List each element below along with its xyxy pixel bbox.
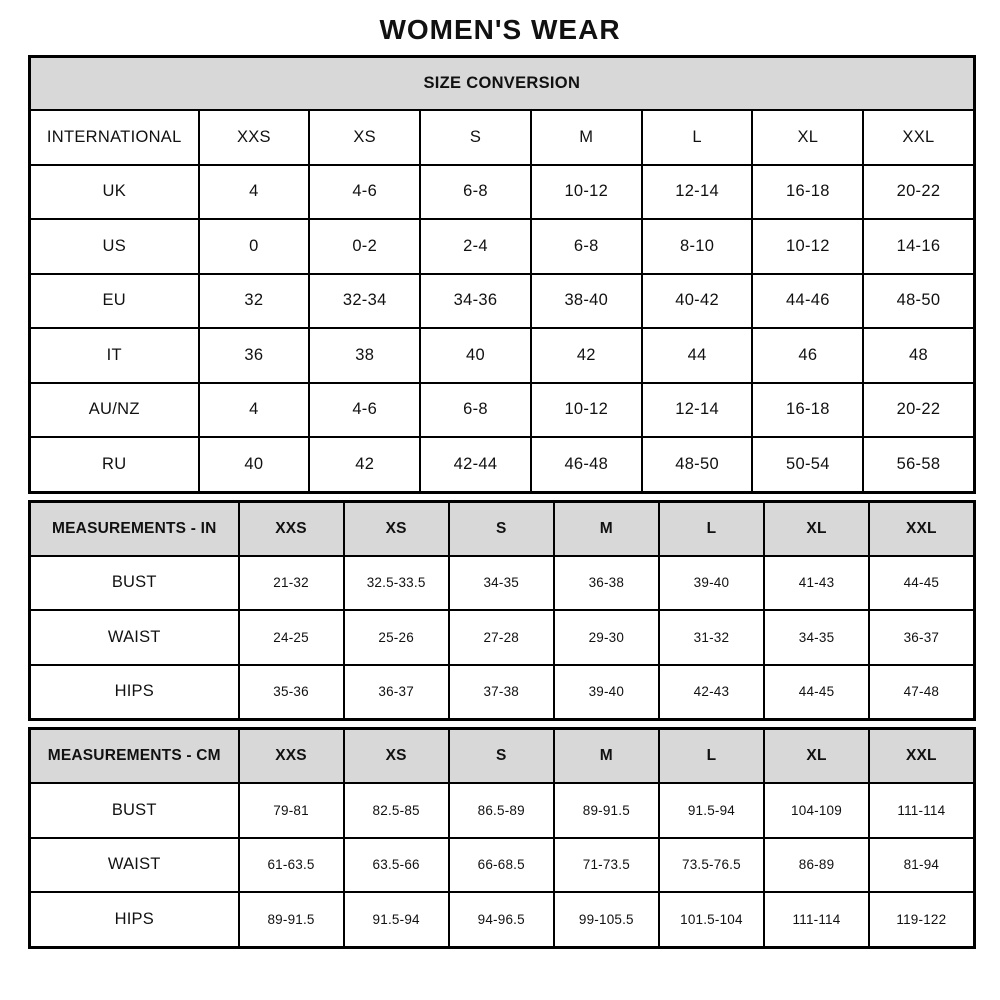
size-cell: 10-12: [531, 383, 642, 438]
column-header-xxs: XXS: [199, 110, 310, 165]
size-header-xs: XS: [344, 501, 449, 556]
size-cell: 6-8: [531, 219, 642, 274]
size-cell: 6-8: [420, 165, 531, 220]
measure-cell: 39-40: [554, 665, 659, 720]
measurements-in-table: [28, 500, 976, 722]
size-header-xl: XL: [764, 729, 869, 784]
size-cell: 6-8: [420, 383, 531, 438]
size-cell: 32: [199, 274, 310, 329]
size-cell: 12-14: [642, 165, 753, 220]
measure-cell: 86.5-89: [449, 783, 554, 838]
measure-cell: 66-68.5: [449, 838, 554, 893]
size-header-xxl: XXL: [869, 729, 974, 784]
size-cell: 4: [199, 383, 310, 438]
column-header-s: S: [420, 110, 531, 165]
row-label-hips: HIPS: [30, 665, 239, 720]
size-cell: 48-50: [863, 274, 974, 329]
measure-cell: 81-94: [869, 838, 974, 893]
size-header-xxs: XXS: [239, 729, 344, 784]
table-title-row: [30, 57, 975, 111]
size-cell: 4: [199, 165, 310, 220]
size-header-s: S: [449, 501, 554, 556]
table-row-it: [30, 328, 975, 383]
measure-cell: 41-43: [764, 556, 869, 611]
size-cell: 42: [531, 328, 642, 383]
measure-cell: 29-30: [554, 610, 659, 665]
measure-cell: 37-38: [449, 665, 554, 720]
measure-cell: 82.5-85: [344, 783, 449, 838]
table-row-waist: [30, 838, 975, 893]
measure-cell: 32.5-33.5: [344, 556, 449, 611]
measure-cell: 73.5-76.5: [659, 838, 764, 893]
size-header-xl: XL: [764, 501, 869, 556]
size-header-xxl: XXL: [869, 501, 974, 556]
measure-cell: 44-45: [869, 556, 974, 611]
column-header-xs: XS: [309, 110, 420, 165]
size-cell: 4-6: [309, 165, 420, 220]
measure-cell: 36-38: [554, 556, 659, 611]
page-title: WOMEN'S WEAR: [379, 14, 621, 45]
header-row: [30, 501, 975, 556]
column-header-row: [30, 110, 975, 165]
size-cell: 44: [642, 328, 753, 383]
measure-cell: 86-89: [764, 838, 869, 893]
size-cell: 4-6: [309, 383, 420, 438]
size-cell: 50-54: [752, 437, 863, 492]
size-cell: 40-42: [642, 274, 753, 329]
size-conversion-table: [28, 55, 976, 494]
size-cell: 16-18: [752, 383, 863, 438]
row-label-waist: WAIST: [30, 610, 239, 665]
size-header-xxs: XXS: [239, 501, 344, 556]
size-cell: 56-58: [863, 437, 974, 492]
size-cell: 20-22: [863, 165, 974, 220]
table-row-waist: [30, 610, 975, 665]
size-cell: 32-34: [309, 274, 420, 329]
size-cell: 14-16: [863, 219, 974, 274]
measure-cell: 35-36: [239, 665, 344, 720]
measure-cell: 91.5-94: [659, 783, 764, 838]
measure-cell: 111-114: [869, 783, 974, 838]
row-label-us: US: [30, 219, 199, 274]
size-cell: 10-12: [531, 165, 642, 220]
size-header-xs: XS: [344, 729, 449, 784]
column-header-international: INTERNATIONAL: [30, 110, 199, 165]
measure-cell: 47-48: [869, 665, 974, 720]
measure-cell: 34-35: [449, 556, 554, 611]
size-cell: 0: [199, 219, 310, 274]
column-header-xxl: XXL: [863, 110, 974, 165]
row-label-bust: BUST: [30, 783, 239, 838]
row-label-bust: BUST: [30, 556, 239, 611]
measure-cell: 24-25: [239, 610, 344, 665]
row-label-uk: UK: [30, 165, 199, 220]
measure-cell: 104-109: [764, 783, 869, 838]
measure-cell: 44-45: [764, 665, 869, 720]
size-cell: 40: [420, 328, 531, 383]
measure-cell: 89-91.5: [554, 783, 659, 838]
size-cell: 48-50: [642, 437, 753, 492]
measure-cell: 21-32: [239, 556, 344, 611]
size-cell: 10-12: [752, 219, 863, 274]
size-cell: 46-48: [531, 437, 642, 492]
size-cell: 34-36: [420, 274, 531, 329]
table-row-ru: [30, 437, 975, 492]
measure-cell: 36-37: [869, 610, 974, 665]
column-header-xl: XL: [752, 110, 863, 165]
size-cell: 36: [199, 328, 310, 383]
measure-cell: 25-26: [344, 610, 449, 665]
size-header-m: M: [554, 501, 659, 556]
measure-cell: 34-35: [764, 610, 869, 665]
row-label-hips: HIPS: [30, 892, 239, 947]
size-header-s: S: [449, 729, 554, 784]
size-header-l: L: [659, 501, 764, 556]
column-header-m: M: [531, 110, 642, 165]
measure-cell: 71-73.5: [554, 838, 659, 893]
measure-cell: 79-81: [239, 783, 344, 838]
size-cell: 0-2: [309, 219, 420, 274]
measure-cell: 99-105.5: [554, 892, 659, 947]
measure-cell: 39-40: [659, 556, 764, 611]
size-cell: 16-18: [752, 165, 863, 220]
table-row-bust: [30, 783, 975, 838]
measure-cell: 42-43: [659, 665, 764, 720]
size-cell: 20-22: [863, 383, 974, 438]
row-label-aunz: AU/NZ: [30, 383, 199, 438]
measure-cell: 36-37: [344, 665, 449, 720]
size-cell: 46: [752, 328, 863, 383]
row-label-waist: WAIST: [30, 838, 239, 893]
column-header-l: L: [642, 110, 753, 165]
size-cell: 44-46: [752, 274, 863, 329]
size-cell: 12-14: [642, 383, 753, 438]
measurements-cm-table: [28, 727, 976, 949]
measure-cell: 31-32: [659, 610, 764, 665]
table-row-hips: [30, 665, 975, 720]
header-row: [30, 729, 975, 784]
measure-cell: 61-63.5: [239, 838, 344, 893]
size-cell: 38: [309, 328, 420, 383]
table-row-aunz: [30, 383, 975, 438]
measurements-in-title: MEASUREMENTS - IN: [30, 501, 239, 556]
measure-cell: 63.5-66: [344, 838, 449, 893]
measurements-cm-title: MEASUREMENTS - CM: [30, 729, 239, 784]
measure-cell: 94-96.5: [449, 892, 554, 947]
table-row-uk: [30, 165, 975, 220]
size-cell: 8-10: [642, 219, 753, 274]
size-header-l: L: [659, 729, 764, 784]
table-row-bust: [30, 556, 975, 611]
size-conversion-title: SIZE CONVERSION: [30, 57, 975, 111]
row-label-eu: EU: [30, 274, 199, 329]
measure-cell: 27-28: [449, 610, 554, 665]
size-cell: 42: [309, 437, 420, 492]
measure-cell: 111-114: [764, 892, 869, 947]
table-row-hips: [30, 892, 975, 947]
row-label-it: IT: [30, 328, 199, 383]
row-label-ru: RU: [30, 437, 199, 492]
table-row-eu: [30, 274, 975, 329]
measure-cell: 101.5-104: [659, 892, 764, 947]
table-row-us: [30, 219, 975, 274]
size-cell: 40: [199, 437, 310, 492]
measure-cell: 119-122: [869, 892, 974, 947]
size-cell: 48: [863, 328, 974, 383]
size-header-m: M: [554, 729, 659, 784]
measure-cell: 91.5-94: [344, 892, 449, 947]
size-cell: 42-44: [420, 437, 531, 492]
size-cell: 38-40: [531, 274, 642, 329]
measure-cell: 89-91.5: [239, 892, 344, 947]
size-cell: 2-4: [420, 219, 531, 274]
